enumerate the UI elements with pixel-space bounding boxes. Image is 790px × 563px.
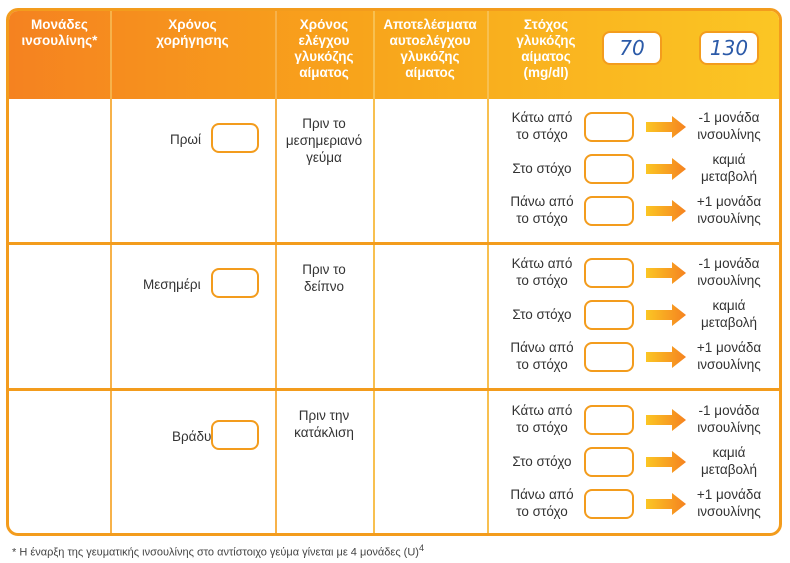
result-action xyxy=(684,109,774,143)
result-action-text: +1 μονάδα xyxy=(696,194,762,209)
check-time-text: Πριν το xyxy=(302,262,346,277)
footnote xyxy=(12,543,424,559)
result-action-text: μεταβολή xyxy=(700,169,758,184)
time-input-morning[interactable] xyxy=(211,123,259,153)
header-text: Μονάδες xyxy=(31,17,88,32)
result-action-text: ινσουλίνης xyxy=(697,420,761,435)
result-input[interactable] xyxy=(584,196,634,226)
result-input[interactable] xyxy=(584,154,634,184)
result-label-text: το στόχο xyxy=(516,504,568,519)
header-check-time xyxy=(275,11,373,99)
result-label-text: το στόχο xyxy=(516,273,568,288)
row-divider xyxy=(9,388,779,391)
insulin-table xyxy=(6,8,782,536)
arrow-right-icon xyxy=(646,304,686,326)
result-action-text: -1 μονάδα xyxy=(698,110,760,125)
check-time-evening xyxy=(275,407,373,441)
arrow-right-icon xyxy=(646,158,686,180)
result-label-text: Κάτω από xyxy=(511,403,573,418)
result-label-text: Κάτω από xyxy=(511,256,573,271)
time-label-noon: Μεσημέρι xyxy=(143,277,201,292)
header-text: Χρόνος xyxy=(168,17,217,32)
check-time-text: μεσημεριανό xyxy=(285,133,363,148)
header-text: ινσουλίνης* xyxy=(21,33,98,48)
result-label xyxy=(487,255,597,289)
result-input[interactable] xyxy=(584,112,634,142)
arrow-right-icon xyxy=(646,116,686,138)
header-text: χορήγησης xyxy=(156,33,229,48)
header-text: (mg/dl) xyxy=(523,65,569,80)
result-label-text: Στο στόχο xyxy=(512,454,572,469)
header-text: Στόχος xyxy=(523,17,569,32)
result-action xyxy=(684,255,774,289)
result-label-text: Στο στόχο xyxy=(512,161,572,176)
result-action xyxy=(684,486,774,520)
header-text: αυτοελέγχου xyxy=(389,33,471,48)
header-text: αίματος xyxy=(299,65,349,80)
result-input[interactable] xyxy=(584,489,634,519)
result-action xyxy=(684,151,774,185)
result-action-text: ινσουλίνης xyxy=(697,273,761,288)
arrow-right-icon xyxy=(646,451,686,473)
target-high-value: 130 xyxy=(699,31,759,65)
header-text: γλυκόζης xyxy=(516,33,576,48)
result-action-text: μεταβολή xyxy=(700,315,758,330)
result-action xyxy=(684,444,774,478)
result-label-text: Πάνω από xyxy=(510,487,574,502)
arrow-right-icon xyxy=(646,262,686,284)
header-self-results xyxy=(373,11,487,99)
result-label-text: το στόχο xyxy=(516,127,568,142)
header-text: Αποτελέσματα xyxy=(383,17,477,32)
result-label xyxy=(487,453,597,470)
header-text: αίματος xyxy=(521,49,571,64)
header-text: Χρόνος xyxy=(299,17,349,32)
result-label-text: Στο στόχο xyxy=(512,307,572,322)
result-action-text: καμιά xyxy=(712,152,746,167)
result-action-text: ινσουλίνης xyxy=(697,127,761,142)
arrow-right-icon xyxy=(646,409,686,431)
result-input[interactable] xyxy=(584,405,634,435)
result-label-text: το στόχο xyxy=(516,211,568,226)
result-action xyxy=(684,402,774,436)
result-action-text: μεταβολή xyxy=(700,462,758,477)
result-action xyxy=(684,339,774,373)
result-action-text: +1 μονάδα xyxy=(696,487,762,502)
row-divider xyxy=(9,242,779,245)
divider xyxy=(110,11,112,533)
result-action-text: ινσουλίνης xyxy=(697,211,761,226)
time-label-morning: Πρωί xyxy=(170,132,201,147)
header-target xyxy=(487,11,605,99)
result-label-text: Πάνω από xyxy=(510,194,574,209)
check-time-text: γεύμα xyxy=(306,150,342,165)
result-action-text: ινσουλίνης xyxy=(697,504,761,519)
divider xyxy=(373,11,375,533)
header-text: γλυκόζης xyxy=(400,49,460,64)
result-input[interactable] xyxy=(584,342,634,372)
check-time-text: Πριν την xyxy=(298,408,350,423)
check-time-text: κατάκλιση xyxy=(294,425,354,440)
result-label-text: το στόχο xyxy=(516,420,568,435)
result-input[interactable] xyxy=(584,447,634,477)
arrow-right-icon xyxy=(646,346,686,368)
time-label-evening: Βράδυ xyxy=(172,429,212,444)
result-label xyxy=(487,306,597,323)
arrow-right-icon xyxy=(646,200,686,222)
result-label xyxy=(487,402,597,436)
table-header xyxy=(9,11,779,99)
result-action-text: καμιά xyxy=(712,298,746,313)
result-label xyxy=(487,160,597,177)
result-label xyxy=(487,339,597,373)
check-time-noon xyxy=(275,261,373,295)
result-label xyxy=(487,486,597,520)
result-input[interactable] xyxy=(584,300,634,330)
header-text: ελέγχου xyxy=(298,33,350,48)
result-label-text: Πάνω από xyxy=(510,340,574,355)
header-text: αίματος xyxy=(405,65,455,80)
result-input[interactable] xyxy=(584,258,634,288)
result-action-text: -1 μονάδα xyxy=(698,256,760,271)
header-insulin-units xyxy=(9,11,110,99)
arrow-right-icon xyxy=(646,493,686,515)
result-action xyxy=(684,297,774,331)
header-admin-time xyxy=(110,11,275,99)
result-action-text: ινσουλίνης xyxy=(697,357,761,372)
target-low-value: 70 xyxy=(602,31,662,65)
check-time-morning xyxy=(275,115,373,166)
result-action-text: +1 μονάδα xyxy=(696,340,762,355)
result-label xyxy=(487,193,597,227)
result-label-text: το στόχο xyxy=(516,357,568,372)
result-label-text: Κάτω από xyxy=(511,110,573,125)
check-time-text: Πριν το xyxy=(302,116,346,131)
result-label xyxy=(487,109,597,143)
footnote-text: * Η έναρξη της γευματικής ινσουλίνης στο αντίστοιχο γεύμα γίνεται με 4 μονάδες (U) xyxy=(12,546,419,559)
result-action-text: -1 μονάδα xyxy=(698,403,760,418)
time-input-noon[interactable] xyxy=(211,268,259,298)
footnote-sup: 4 xyxy=(418,543,425,553)
result-action-text: καμιά xyxy=(712,445,746,460)
check-time-text: δείπνο xyxy=(303,279,345,294)
header-text: γλυκόζης xyxy=(294,49,354,64)
time-input-evening[interactable] xyxy=(211,420,259,450)
result-action xyxy=(684,193,774,227)
